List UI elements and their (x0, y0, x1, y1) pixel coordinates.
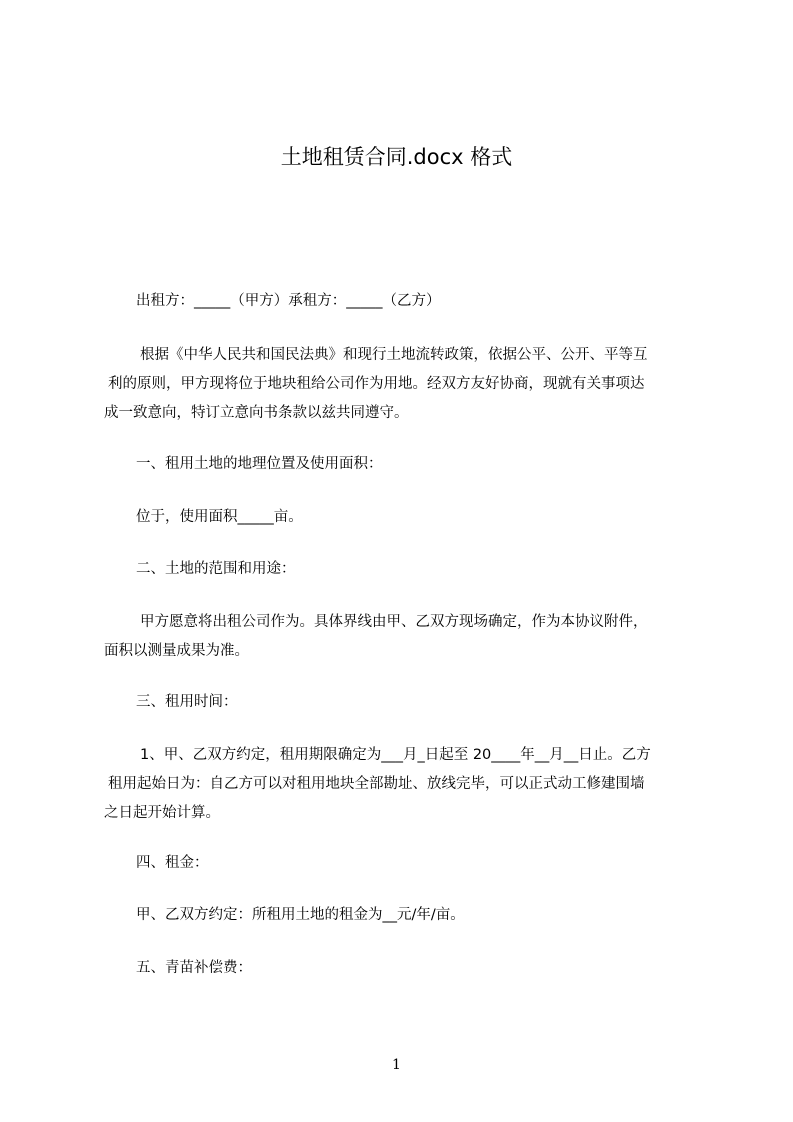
paragraph-line: 三、租用时间： (136, 694, 238, 710)
section-heading-5 (104, 954, 696, 983)
section-heading-2 (104, 555, 696, 584)
location-paragraph (104, 503, 696, 532)
paragraph-line: 甲、乙双方约定：所租用土地的租金为__元/年/亩。 (136, 907, 465, 923)
paragraph-line: 面积以测量成果为准。 (104, 643, 249, 659)
parties-paragraph (104, 287, 696, 316)
paragraph-line: 租用起始日为：自乙方可以对租用地块全部勘址、放线完毕，可以正式动工修建围墙 (108, 776, 645, 792)
scope-paragraph (104, 608, 696, 666)
term-paragraph (104, 741, 696, 828)
paragraph-line: 成一致意向，特订立意向书条款以兹共同遵守。 (104, 405, 409, 421)
document-title: 土地租赁合同.docx 格式 (280, 145, 513, 169)
paragraph-line: 四、租金： (136, 855, 209, 871)
paragraph-line: 一、租用土地的地理位置及使用面积： (136, 456, 383, 472)
paragraph-line: 1、甲、乙双方约定，租用期限确定为___月_日起至 20____年__月__日止。乙方 (140, 747, 651, 763)
preamble-paragraph (104, 341, 696, 428)
paragraph-line: 利的原则，甲方现将位于地块租给公司作为用地。经双方友好协商，现就有关事项达 (108, 376, 645, 392)
paragraph-line: 二、土地的范围和用途： (136, 561, 296, 577)
section-heading-3 (104, 688, 696, 717)
rent-paragraph (104, 901, 696, 930)
section-heading-1 (104, 450, 696, 479)
paragraph-line: 甲方愿意将出租公司作为。具体界线由甲、乙双方现场确定，作为本协议附件， (140, 614, 648, 630)
section-heading-4 (104, 849, 696, 878)
paragraph-line: 出租方：_____（甲方）承租方：_____（乙方） (136, 293, 441, 309)
page-number: 1 (392, 1057, 401, 1073)
paragraph-line: 根据《中华人民共和国民法典》和现行土地流转政策，依据公平、公开、平等互 (140, 347, 648, 363)
paragraph-line: 之日起开始计算。 (104, 805, 220, 821)
paragraph-line: 位于，使用面积_____亩。 (136, 509, 303, 525)
paragraph-line: 五、青苗补偿费： (136, 960, 252, 976)
